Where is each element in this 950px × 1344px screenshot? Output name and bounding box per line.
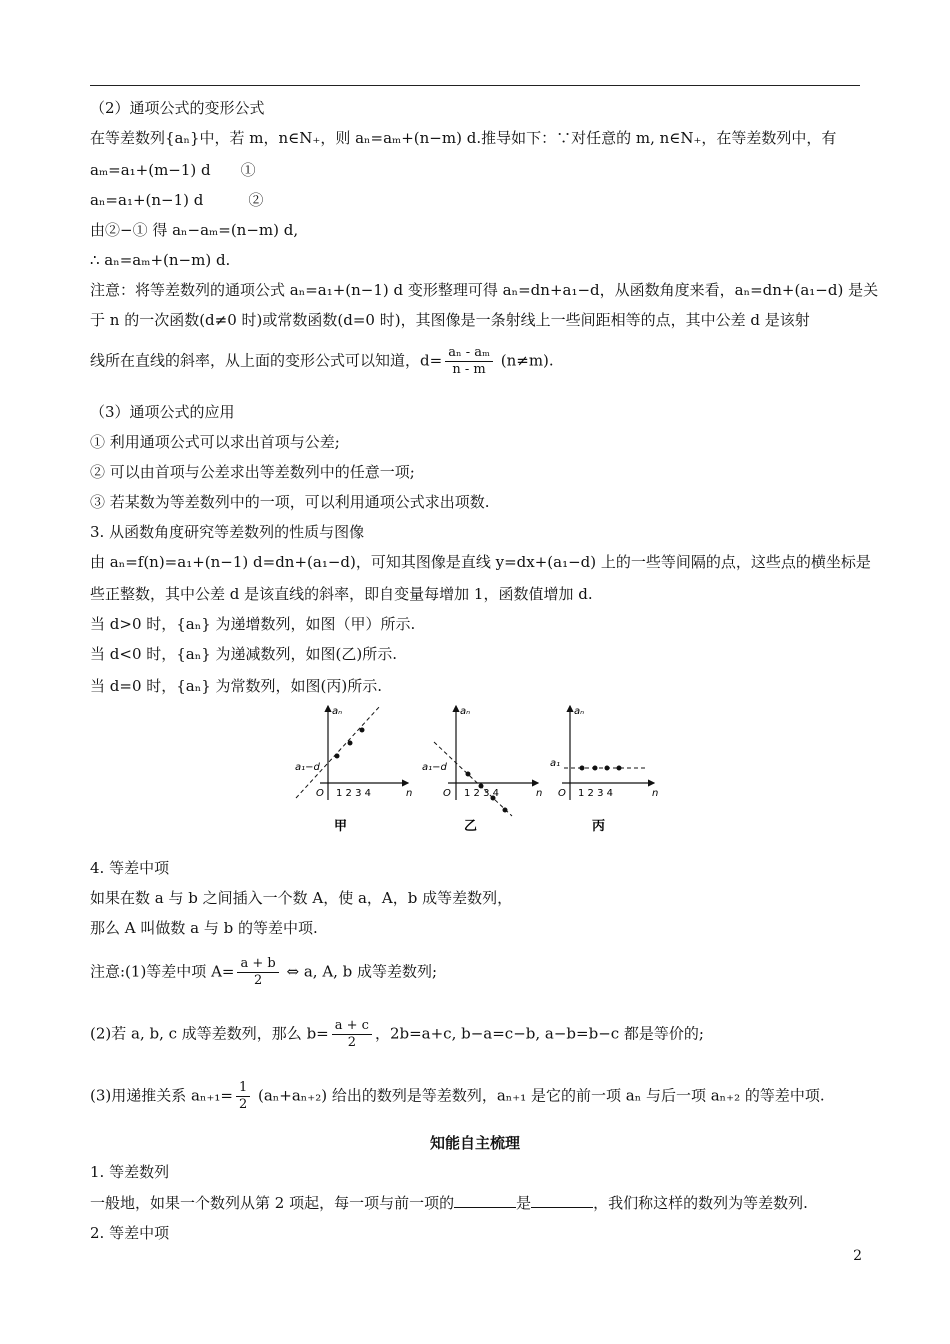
- note4-line: [90, 1080, 825, 1113]
- b-denominator: 2: [347, 1035, 356, 1050]
- page-number: 2: [853, 1248, 862, 1264]
- note1-line1: 注意：将等差数列的通项公式 aₙ=a₁+(n−1) d 变形整理可得 aₙ=dn+a₁−d，从函数角度来看，aₙ=dn+(a₁−d) 是关: [90, 281, 879, 299]
- slope-fraction: [445, 345, 493, 378]
- note2-line: [90, 956, 437, 989]
- s1-title: 1. 等差数列: [90, 1163, 170, 1181]
- s1-line: [90, 1193, 808, 1213]
- origin-label: O: [558, 788, 566, 799]
- graph-increasing: [295, 706, 412, 834]
- sec2-line4: 由②−① 得 aₙ−aₘ=(n−m) d,: [90, 221, 299, 239]
- y-axis-label: aₙ: [332, 706, 343, 717]
- caption-yi: 乙: [464, 819, 478, 834]
- sec3-title: （3）通项公式的应用: [90, 403, 235, 421]
- p4-line1: 如果在数 a 与 b 之间插入一个数 A，使 a，A，b 成等差数列，: [90, 889, 513, 907]
- b-fraction: [332, 1018, 372, 1051]
- sec3-item2: ② 可以由首项与公差求出等差数列中的任意一项;: [90, 463, 415, 481]
- sec2-line3: aₙ=a₁+(n−1) d ②: [90, 191, 264, 209]
- b-numerator: a + c: [332, 1018, 372, 1035]
- s1-text-b: 是: [516, 1194, 532, 1212]
- note1-line3: [90, 345, 554, 378]
- sec2-line5: ∴ aₙ=aₘ+(n−m) d.: [90, 251, 231, 269]
- point: [466, 772, 471, 777]
- header-rule: [90, 85, 860, 86]
- s2-title: 2. 等差中项: [90, 1224, 170, 1242]
- point: [580, 766, 585, 771]
- note1-line3-text: 线所在直线的斜率，从上面的变形公式可以知道，d=: [90, 351, 443, 370]
- half-numerator: 1: [236, 1080, 250, 1097]
- a1-minus-d-label: a₁−d: [295, 762, 320, 773]
- sec2-line2: aₘ=a₁+(m−1) d ①: [90, 161, 256, 179]
- note2-tail: ⇔ a, A, b 成等差数列;: [286, 962, 438, 981]
- mean-numerator: a + b: [237, 956, 278, 973]
- p4-title: 4. 等差中项: [90, 859, 170, 877]
- y-axis-label: aₙ: [574, 706, 585, 717]
- mean-fraction: [237, 956, 278, 989]
- graph-constant: [550, 706, 658, 834]
- y-axis-label: aₙ: [460, 706, 471, 717]
- x-axis-label: n: [536, 788, 543, 799]
- half-fraction: [236, 1080, 250, 1113]
- graph-decreasing: [422, 706, 542, 834]
- note3-text: (2)若 a, b, c 成等差数列，那么 b=: [90, 1024, 329, 1043]
- caption-bing: 丙: [592, 819, 606, 834]
- origin-label: O: [316, 788, 324, 799]
- x-axis-label: n: [652, 788, 659, 799]
- point: [593, 766, 598, 771]
- sec2-title: （2）通项公式的变形公式: [90, 99, 265, 117]
- half-denominator: 2: [238, 1097, 248, 1112]
- section-title: 知能自主梳理: [429, 1134, 520, 1152]
- origin-label: O: [443, 788, 451, 799]
- sec2-line1: 在等差数列{aₙ}中，若 m，n∈N₊，则 aₙ=aₘ+(n−m) d.推导如下：∵对任意的 m, n∈N₊，在等差数列中，有: [90, 129, 837, 147]
- p3-line3: 当 d>0 时，{aₙ} 为递增数列，如图（甲）所示.: [90, 615, 416, 633]
- a1-label: a₁: [550, 758, 561, 769]
- note4-text: (3)用递推关系 aₙ₊₁=: [90, 1086, 233, 1105]
- tick-labels: 1 2 3 4: [464, 788, 499, 799]
- s1-text-c: ，我们称这样的数列为等差数列.: [593, 1194, 808, 1212]
- p3-line2: 些正整数，其中公差 d 是该直线的斜率，即自变量每增加 1，函数值增加 d.: [90, 585, 593, 603]
- fill-blank-1[interactable]: [454, 1193, 516, 1208]
- slope-numerator: aₙ - aₘ: [445, 345, 493, 362]
- trend-line: [434, 742, 512, 816]
- p3-line4: 当 d<0 时，{aₙ} 为递减数列，如图(乙)所示.: [90, 645, 398, 663]
- caption-jia: 甲: [334, 819, 348, 834]
- note4-tail: (aₙ+aₙ₊₂) 给出的数列是等差数列，aₙ₊₁ 是它的前一项 aₙ 与后一项 aₙ₊₂ 的等差中项.: [258, 1086, 825, 1105]
- point: [605, 766, 610, 771]
- point: [348, 741, 353, 746]
- tick-labels: 1 2 3 4: [336, 788, 371, 799]
- tick-labels: 1 2 3 4: [578, 788, 613, 799]
- note3-tail: ，2b=a+c, b−a=c−b, a−b=b−c 都是等价的;: [374, 1024, 704, 1043]
- x-axis-label: n: [406, 788, 413, 799]
- sequence-graphs-figure: [280, 700, 680, 840]
- p3-title: 3. 从函数角度研究等差数列的性质与图像: [90, 523, 365, 541]
- point: [335, 754, 340, 759]
- p3-line1: 由 aₙ=f(n)=a₁+(n−1) d=dn+(a₁−d)，可知其图像是直线 y=dx+(a₁−d) 上的一些等间隔的点，这些点的横坐标是: [90, 553, 871, 571]
- point: [360, 728, 365, 733]
- s1-text-a: 一般地，如果一个数列从第 2 项起，每一项与前一项的: [90, 1194, 455, 1212]
- note3-line: [90, 1018, 704, 1051]
- p4-line2: 那么 A 叫做数 a 与 b 的等差中项.: [90, 919, 318, 937]
- sec3-item1: ① 利用通项公式可以求出首项与公差;: [90, 433, 340, 451]
- point: [503, 808, 508, 813]
- point: [617, 766, 622, 771]
- p3-line5: 当 d=0 时，{aₙ} 为常数列，如图(丙)所示.: [90, 677, 383, 695]
- a1-minus-d-label: a₁−d: [422, 762, 447, 773]
- note2-text: 注意:(1)等差中项 A=: [90, 962, 235, 981]
- mean-denominator: 2: [253, 973, 263, 988]
- sec3-item3: ③ 若某数为等差数列中的一项，可以利用通项公式求出项数.: [90, 493, 490, 511]
- trend-line: [296, 706, 380, 798]
- slope-denominator: n - m: [452, 362, 486, 377]
- note1-line2: 于 n 的一次函数(d≠0 时)或常数函数(d=0 时)，其图像是一条射线上一些间距相等的点，其中公差 d 是该射: [90, 311, 810, 329]
- note1-line3-tail: (n≠m).: [500, 351, 554, 370]
- fill-blank-2[interactable]: [531, 1193, 593, 1208]
